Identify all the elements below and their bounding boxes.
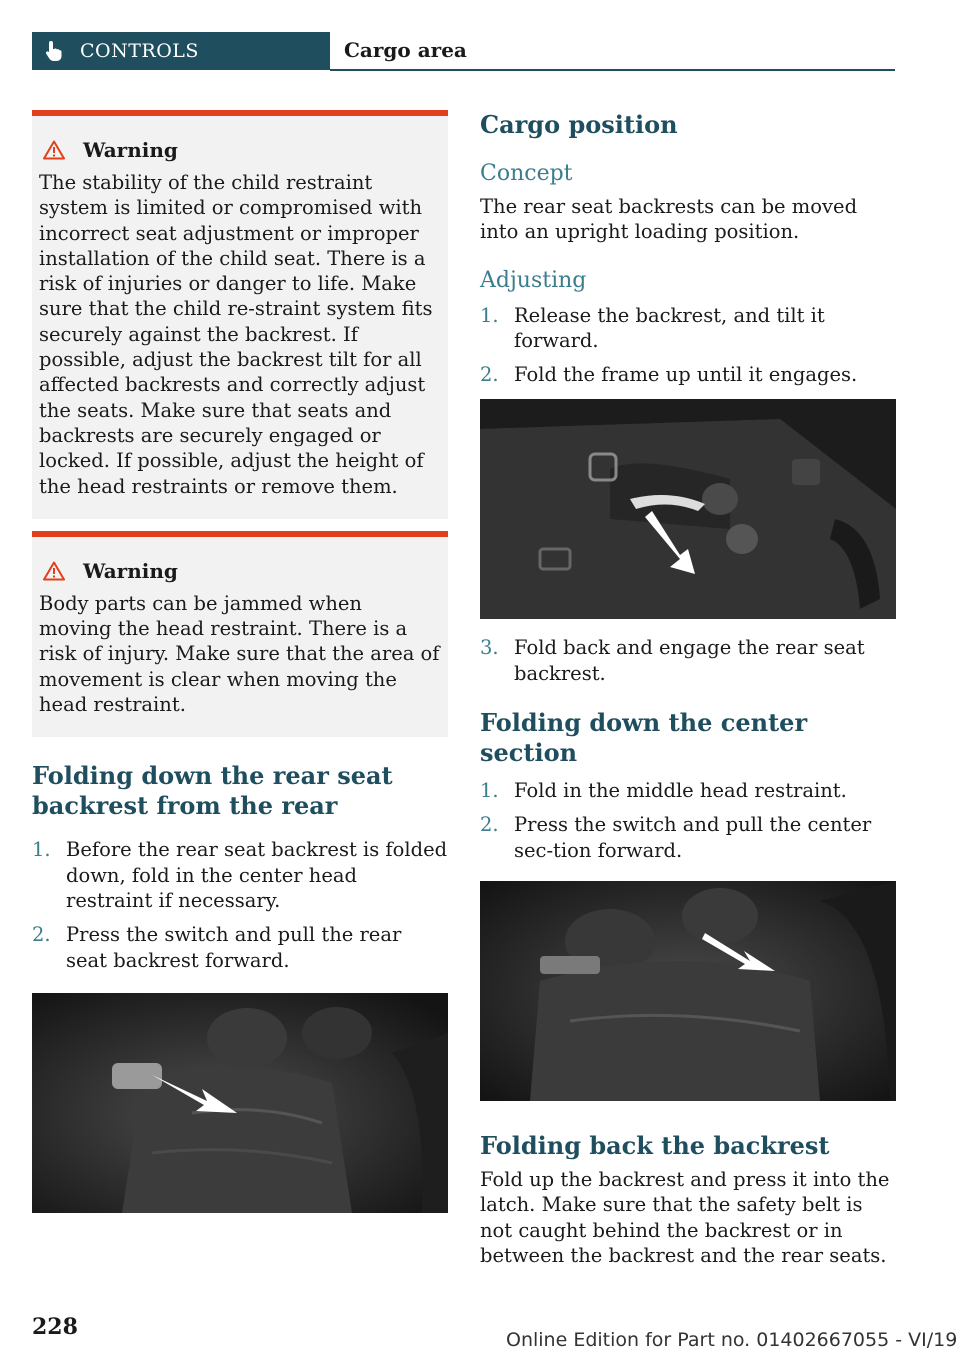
section-label: CONTROLS bbox=[80, 40, 199, 62]
warning-title: Warning bbox=[83, 558, 178, 583]
list-item: 1. Before the rear seat backrest is folded down, fold in the center head restraint if necessary. bbox=[32, 838, 448, 912]
cargo-frame-photo bbox=[480, 399, 896, 619]
warning-heading bbox=[39, 559, 440, 583]
section-tab bbox=[32, 32, 330, 70]
adjusting-steps-continued bbox=[480, 635, 896, 686]
header-divider bbox=[330, 69, 895, 71]
warning-triangle-icon bbox=[43, 561, 65, 581]
warning-text: Body parts can be jammed when moving the head restraint. There is a risk of injury. Make sure that the area of movement is clear when moving the head restraint. bbox=[39, 591, 440, 717]
warning-text: The stability of the child restraint system is limited or compromised with incorrect seat adjustment or improper installation of the child seat. There is a risk of injuries or danger to life. Make sure that the child re‐straint system fits securely against the backrest. If possible, adjust the backrest tilt for all affected backrests and correctly adjust the seats. Make sure that seats and backrests are securely engaged or locked. If possible, adjust the height of the head restraints or remove them. bbox=[39, 171, 433, 498]
fold-back-heading: Folding back the backrest bbox=[480, 1130, 830, 1160]
list-item: 2. Press the switch and pull the center sec‐tion forward. bbox=[480, 813, 872, 862]
concept-heading: Concept bbox=[480, 161, 573, 186]
rear-seat-illustration bbox=[32, 993, 448, 1213]
hand-pointer-icon bbox=[42, 39, 66, 63]
center-section-illustration bbox=[480, 881, 896, 1101]
cargo-frame-illustration bbox=[480, 399, 896, 619]
list-item: 2. Fold the frame up until it engages. bbox=[480, 363, 858, 387]
warning-heading bbox=[39, 138, 440, 162]
list-item: 1. Fold in the middle head restraint. bbox=[480, 779, 847, 803]
warning-title: Warning bbox=[83, 138, 178, 162]
center-section-heading: Folding down the center section bbox=[480, 708, 808, 768]
list-item: 1. Release the backrest, and tilt it forward. bbox=[480, 303, 825, 352]
center-section-steps bbox=[480, 778, 896, 863]
page-header bbox=[32, 32, 895, 72]
page-title: Cargo area bbox=[344, 38, 467, 62]
adjusting-heading: Adjusting bbox=[480, 267, 587, 293]
edition-footer: Online Edition for Part no. 01402667055 - VI/19 bbox=[506, 1329, 958, 1351]
rear-seat-photo bbox=[32, 993, 448, 1213]
warning-triangle-icon bbox=[43, 140, 65, 160]
fold-down-heading: Folding down the rear seat backrest from the rear bbox=[32, 761, 393, 821]
warning-box-head-restraint bbox=[32, 531, 448, 737]
warning-box-child-restraint bbox=[32, 110, 448, 519]
adjusting-steps bbox=[480, 303, 896, 388]
cargo-position-heading: Cargo position bbox=[480, 110, 678, 139]
fold-back-text: Fold up the backrest and press it into the latch. Make sure that the safety belt is not caught behind the backrest or in between the backrest and the rear seats. bbox=[480, 1167, 890, 1267]
right-column bbox=[480, 110, 896, 1268]
list-item: 3. Fold back and engage the rear seat backrest. bbox=[480, 636, 865, 685]
center-section-photo bbox=[480, 881, 896, 1101]
page-number: 228 bbox=[32, 1314, 78, 1340]
left-column bbox=[32, 110, 448, 1213]
fold-down-steps bbox=[32, 837, 448, 972]
concept-text: The rear seat backrests can be moved into an upright loading position. bbox=[480, 195, 858, 244]
list-item: 2. Press the switch and pull the rear seat backrest forward. bbox=[32, 923, 402, 972]
